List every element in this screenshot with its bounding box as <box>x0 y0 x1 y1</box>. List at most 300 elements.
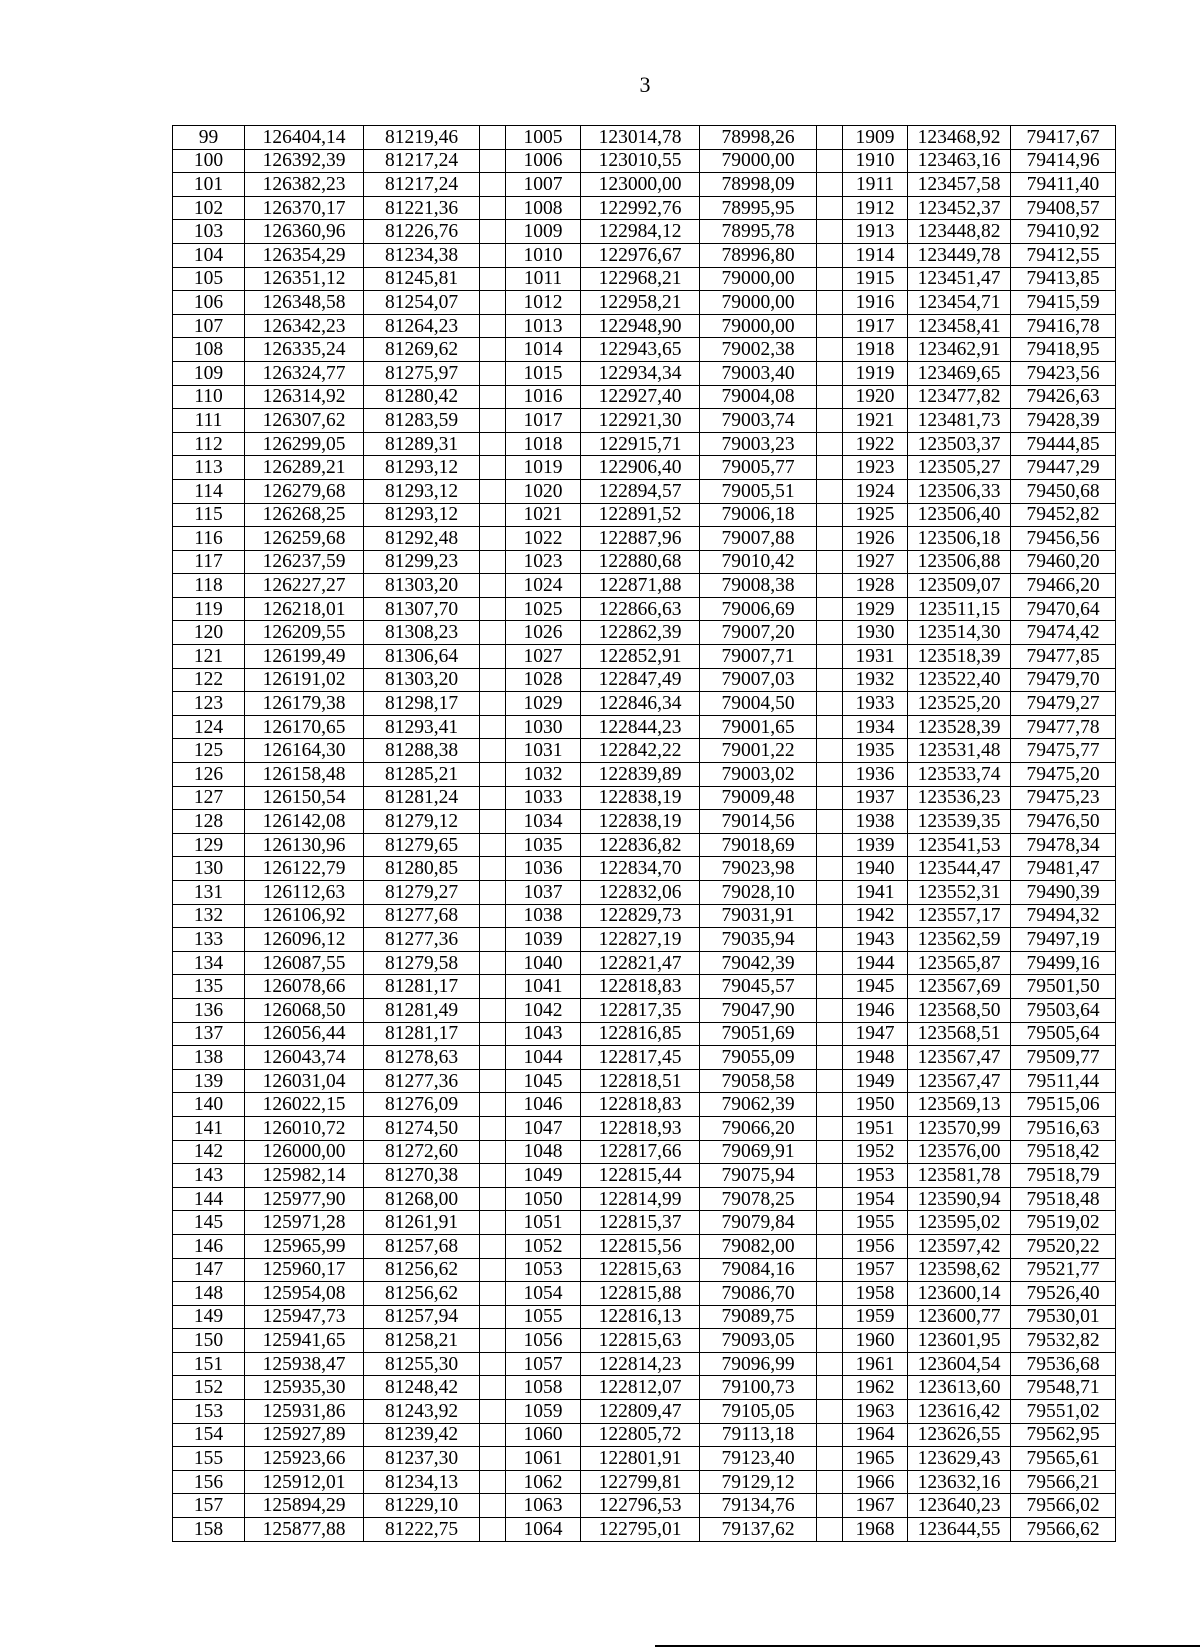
table-cell-point-b: 1016 <box>506 385 581 409</box>
table-cell-y-c: 79428,39 <box>1011 409 1116 433</box>
table-cell-point-a: 104 <box>173 243 245 267</box>
table-row <box>173 220 1116 244</box>
table-cell-y-c: 79548,71 <box>1011 1376 1116 1400</box>
table-cell-point-b: 1052 <box>506 1234 581 1258</box>
spacer-cell <box>480 881 506 905</box>
table-cell-point-b: 1047 <box>506 1116 581 1140</box>
table-cell-y-a: 81269,62 <box>364 338 480 362</box>
spacer-cell <box>480 715 506 739</box>
table-cell-y-a: 81257,94 <box>364 1305 480 1329</box>
table-row <box>173 739 1116 763</box>
table-cell-point-b: 1055 <box>506 1305 581 1329</box>
table-cell-point-b: 1011 <box>506 267 581 291</box>
table-cell-x-a: 126289,21 <box>245 456 364 480</box>
table-cell-x-b: 122817,35 <box>581 998 700 1022</box>
table-cell-point-b: 1021 <box>506 503 581 527</box>
table-cell-y-a: 81280,42 <box>364 385 480 409</box>
table-cell-x-b: 122839,89 <box>581 763 700 787</box>
table-cell-x-a: 126112,63 <box>245 881 364 905</box>
table-cell-y-a: 81308,23 <box>364 621 480 645</box>
table-cell-x-b: 122818,51 <box>581 1069 700 1093</box>
table-cell-y-c: 79479,70 <box>1011 668 1116 692</box>
table-cell-y-c: 79475,77 <box>1011 739 1116 763</box>
table-cell-point-a: 153 <box>173 1400 245 1424</box>
table-cell-point-b: 1030 <box>506 715 581 739</box>
table-cell-x-c: 123568,51 <box>908 1022 1011 1046</box>
table-cell-y-c: 79530,01 <box>1011 1305 1116 1329</box>
table-cell-x-c: 123469,65 <box>908 361 1011 385</box>
table-cell-point-b: 1054 <box>506 1282 581 1306</box>
spacer-cell <box>480 1376 506 1400</box>
table-cell-x-a: 126142,08 <box>245 810 364 834</box>
table-cell-point-b: 1032 <box>506 763 581 787</box>
table-cell-point-c: 1923 <box>843 456 908 480</box>
table-cell-y-b: 79105,05 <box>700 1400 817 1424</box>
table-cell-x-b: 122815,63 <box>581 1329 700 1353</box>
table-cell-point-a: 119 <box>173 597 245 621</box>
table-cell-x-c: 123458,41 <box>908 314 1011 338</box>
table-row <box>173 998 1116 1022</box>
table-cell-y-b: 79005,77 <box>700 456 817 480</box>
table-cell-x-a: 126078,66 <box>245 975 364 999</box>
spacer-cell <box>817 1329 843 1353</box>
spacer-cell <box>817 810 843 834</box>
spacer-cell <box>817 1211 843 1235</box>
table-cell-y-c: 79536,68 <box>1011 1352 1116 1376</box>
table-cell-y-b: 79003,02 <box>700 763 817 787</box>
table-cell-y-b: 79006,69 <box>700 597 817 621</box>
table-cell-x-a: 126324,77 <box>245 361 364 385</box>
table-row <box>173 1518 1116 1542</box>
table-row <box>173 432 1116 456</box>
table-cell-x-a: 126199,49 <box>245 645 364 669</box>
table-cell-y-b: 79129,12 <box>700 1470 817 1494</box>
table-cell-y-c: 79413,85 <box>1011 267 1116 291</box>
table-cell-y-a: 81221,36 <box>364 196 480 220</box>
table-cell-point-c: 1946 <box>843 998 908 1022</box>
table-cell-x-b: 122948,90 <box>581 314 700 338</box>
spacer-cell <box>817 857 843 881</box>
table-cell-x-c: 123576,00 <box>908 1140 1011 1164</box>
spacer-cell <box>480 149 506 173</box>
spacer-cell <box>480 267 506 291</box>
spacer-cell <box>480 1400 506 1424</box>
table-cell-point-c: 1950 <box>843 1093 908 1117</box>
table-cell-x-b: 122984,12 <box>581 220 700 244</box>
table-cell-x-b: 122842,22 <box>581 739 700 763</box>
spacer-cell <box>480 998 506 1022</box>
table-cell-point-b: 1057 <box>506 1352 581 1376</box>
table-cell-y-a: 81303,20 <box>364 668 480 692</box>
table-cell-y-b: 79031,91 <box>700 904 817 928</box>
spacer-cell <box>817 1352 843 1376</box>
table-cell-y-a: 81264,23 <box>364 314 480 338</box>
table-cell-x-b: 122834,70 <box>581 857 700 881</box>
table-cell-y-a: 81288,38 <box>364 739 480 763</box>
table-cell-y-a: 81217,24 <box>364 149 480 173</box>
table-cell-point-b: 1010 <box>506 243 581 267</box>
spacer-cell <box>817 503 843 527</box>
table-cell-point-a: 102 <box>173 196 245 220</box>
table-cell-y-b: 79003,23 <box>700 432 817 456</box>
table-cell-point-b: 1026 <box>506 621 581 645</box>
table-cell-x-b: 123014,78 <box>581 126 700 150</box>
table-cell-point-c: 1947 <box>843 1022 908 1046</box>
spacer-cell <box>480 409 506 433</box>
table-cell-point-b: 1062 <box>506 1470 581 1494</box>
table-cell-x-c: 123528,39 <box>908 715 1011 739</box>
table-cell-point-c: 1952 <box>843 1140 908 1164</box>
table-cell-x-a: 125965,99 <box>245 1234 364 1258</box>
table-cell-y-b: 79002,38 <box>700 338 817 362</box>
table-row <box>173 1423 1116 1447</box>
table-cell-point-c: 1912 <box>843 196 908 220</box>
table-cell-y-a: 81257,68 <box>364 1234 480 1258</box>
spacer-cell <box>817 1140 843 1164</box>
table-cell-x-c: 123644,55 <box>908 1518 1011 1542</box>
table-cell-x-b: 122799,81 <box>581 1470 700 1494</box>
spacer-cell <box>480 1093 506 1117</box>
table-cell-point-a: 125 <box>173 739 245 763</box>
table-cell-y-b: 79010,42 <box>700 550 817 574</box>
spacer-cell <box>817 385 843 409</box>
table-cell-point-a: 128 <box>173 810 245 834</box>
spacer-cell <box>480 432 506 456</box>
spacer-cell <box>817 668 843 692</box>
table-cell-point-a: 155 <box>173 1447 245 1471</box>
table-row <box>173 857 1116 881</box>
table-row <box>173 314 1116 338</box>
table-cell-x-a: 126056,44 <box>245 1022 364 1046</box>
spacer-cell <box>817 1093 843 1117</box>
spacer-cell <box>480 338 506 362</box>
table-cell-y-a: 81254,07 <box>364 291 480 315</box>
table-cell-point-c: 1911 <box>843 173 908 197</box>
table-row <box>173 951 1116 975</box>
table-cell-point-b: 1019 <box>506 456 581 480</box>
spacer-cell <box>817 527 843 551</box>
spacer-cell <box>480 361 506 385</box>
table-cell-y-b: 79062,39 <box>700 1093 817 1117</box>
table-cell-x-c: 123632,16 <box>908 1470 1011 1494</box>
table-cell-y-b: 79047,90 <box>700 998 817 1022</box>
table-cell-point-b: 1013 <box>506 314 581 338</box>
table-cell-point-b: 1037 <box>506 881 581 905</box>
spacer-cell <box>817 220 843 244</box>
table-cell-y-b: 79000,00 <box>700 314 817 338</box>
table-cell-y-a: 81256,62 <box>364 1258 480 1282</box>
table-cell-point-b: 1053 <box>506 1258 581 1282</box>
table-cell-x-c: 123452,37 <box>908 196 1011 220</box>
spacer-cell <box>480 479 506 503</box>
table-cell-x-b: 122976,67 <box>581 243 700 267</box>
table-cell-point-c: 1967 <box>843 1494 908 1518</box>
table-cell-x-b: 122847,49 <box>581 668 700 692</box>
table-row <box>173 1187 1116 1211</box>
spacer-cell <box>817 1069 843 1093</box>
table-cell-y-b: 79006,18 <box>700 503 817 527</box>
table-cell-y-a: 81229,10 <box>364 1494 480 1518</box>
table-cell-x-c: 123511,15 <box>908 597 1011 621</box>
table-cell-x-c: 123506,88 <box>908 550 1011 574</box>
table-cell-point-a: 129 <box>173 833 245 857</box>
table-cell-point-c: 1926 <box>843 527 908 551</box>
table-cell-y-b: 79058,58 <box>700 1069 817 1093</box>
spacer-cell <box>480 833 506 857</box>
table-cell-point-c: 1909 <box>843 126 908 150</box>
table-cell-y-a: 81281,49 <box>364 998 480 1022</box>
table-cell-x-a: 126043,74 <box>245 1046 364 1070</box>
spacer-cell <box>480 126 506 150</box>
table-cell-x-b: 122866,63 <box>581 597 700 621</box>
table-cell-y-c: 79477,85 <box>1011 645 1116 669</box>
table-row <box>173 550 1116 574</box>
table-cell-y-a: 81275,97 <box>364 361 480 385</box>
table-cell-y-a: 81283,59 <box>364 409 480 433</box>
table-row <box>173 692 1116 716</box>
table-cell-point-b: 1044 <box>506 1046 581 1070</box>
table-cell-point-a: 123 <box>173 692 245 716</box>
table-row <box>173 1447 1116 1471</box>
table-cell-point-a: 120 <box>173 621 245 645</box>
table-cell-point-b: 1028 <box>506 668 581 692</box>
table-cell-y-a: 81279,65 <box>364 833 480 857</box>
table-row <box>173 763 1116 787</box>
table-cell-point-b: 1012 <box>506 291 581 315</box>
table-cell-y-a: 81274,50 <box>364 1116 480 1140</box>
table-cell-x-a: 125935,30 <box>245 1376 364 1400</box>
table-cell-y-c: 79505,64 <box>1011 1022 1116 1046</box>
table-cell-x-b: 122814,99 <box>581 1187 700 1211</box>
table-cell-point-b: 1042 <box>506 998 581 1022</box>
spacer-cell <box>817 432 843 456</box>
table-cell-x-a: 126392,39 <box>245 149 364 173</box>
table-cell-x-c: 123626,55 <box>908 1423 1011 1447</box>
table-row <box>173 597 1116 621</box>
table-cell-point-b: 1033 <box>506 786 581 810</box>
table-cell-x-c: 123598,62 <box>908 1258 1011 1282</box>
table-cell-x-a: 125977,90 <box>245 1187 364 1211</box>
table-cell-y-c: 79518,48 <box>1011 1187 1116 1211</box>
table-cell-point-c: 1930 <box>843 621 908 645</box>
table-cell-y-a: 81277,68 <box>364 904 480 928</box>
spacer-cell <box>480 291 506 315</box>
table-row <box>173 267 1116 291</box>
spacer-cell <box>480 1423 506 1447</box>
table-cell-x-a: 125931,86 <box>245 1400 364 1424</box>
spacer-cell <box>817 173 843 197</box>
table-row <box>173 361 1116 385</box>
table-cell-point-a: 140 <box>173 1093 245 1117</box>
table-cell-y-a: 81222,75 <box>364 1518 480 1542</box>
table-row <box>173 975 1116 999</box>
table-cell-x-c: 123595,02 <box>908 1211 1011 1235</box>
table-cell-point-b: 1014 <box>506 338 581 362</box>
table-cell-y-c: 79479,27 <box>1011 692 1116 716</box>
table-cell-x-b: 122815,44 <box>581 1164 700 1188</box>
table-cell-point-a: 103 <box>173 220 245 244</box>
table-cell-x-a: 125947,73 <box>245 1305 364 1329</box>
spacer-cell <box>480 1046 506 1070</box>
table-cell-y-a: 81306,64 <box>364 645 480 669</box>
table-cell-x-a: 125938,47 <box>245 1352 364 1376</box>
table-cell-x-c: 123640,23 <box>908 1494 1011 1518</box>
table-cell-y-a: 81234,13 <box>364 1470 480 1494</box>
table-cell-x-b: 122838,19 <box>581 786 700 810</box>
table-cell-x-b: 122891,52 <box>581 503 700 527</box>
table-cell-point-c: 1956 <box>843 1234 908 1258</box>
table-cell-x-b: 122815,37 <box>581 1211 700 1235</box>
table-cell-y-c: 79474,42 <box>1011 621 1116 645</box>
spacer-cell <box>480 1022 506 1046</box>
spacer-cell <box>817 951 843 975</box>
table-cell-y-a: 81278,63 <box>364 1046 480 1070</box>
spacer-cell <box>480 928 506 952</box>
table-cell-y-c: 79497,19 <box>1011 928 1116 952</box>
table-cell-x-b: 122880,68 <box>581 550 700 574</box>
spacer-cell <box>817 574 843 598</box>
spacer-cell <box>480 503 506 527</box>
table-cell-x-a: 126087,55 <box>245 951 364 975</box>
spacer-cell <box>817 314 843 338</box>
table-cell-x-b: 122814,23 <box>581 1352 700 1376</box>
table-cell-point-c: 1922 <box>843 432 908 456</box>
table-cell-y-a: 81303,20 <box>364 574 480 598</box>
table-cell-x-c: 123522,40 <box>908 668 1011 692</box>
table-cell-point-a: 156 <box>173 1470 245 1494</box>
table-cell-x-a: 125960,17 <box>245 1258 364 1282</box>
table-cell-x-a: 125982,14 <box>245 1164 364 1188</box>
table-cell-y-c: 79415,59 <box>1011 291 1116 315</box>
table-row <box>173 479 1116 503</box>
table-row <box>173 1470 1116 1494</box>
table-cell-point-c: 1929 <box>843 597 908 621</box>
table-cell-point-b: 1064 <box>506 1518 581 1542</box>
table-cell-y-c: 79521,77 <box>1011 1258 1116 1282</box>
table-cell-y-c: 79417,67 <box>1011 126 1116 150</box>
table-cell-y-b: 79000,00 <box>700 267 817 291</box>
table-cell-x-a: 126022,15 <box>245 1093 364 1117</box>
spacer-cell <box>480 692 506 716</box>
table-cell-x-b: 122852,91 <box>581 645 700 669</box>
spacer-cell <box>817 975 843 999</box>
table-cell-point-a: 132 <box>173 904 245 928</box>
table-row <box>173 810 1116 834</box>
table-cell-point-c: 1965 <box>843 1447 908 1471</box>
table-cell-x-c: 123448,82 <box>908 220 1011 244</box>
table-cell-y-a: 81237,30 <box>364 1447 480 1471</box>
table-cell-point-c: 1958 <box>843 1282 908 1306</box>
table-cell-point-a: 133 <box>173 928 245 952</box>
table-cell-x-c: 123514,30 <box>908 621 1011 645</box>
table-cell-point-c: 1955 <box>843 1211 908 1235</box>
table-cell-point-c: 1966 <box>843 1470 908 1494</box>
table-cell-y-a: 81293,12 <box>364 503 480 527</box>
table-row <box>173 291 1116 315</box>
spacer-cell <box>480 1211 506 1235</box>
table-cell-y-c: 79456,56 <box>1011 527 1116 551</box>
table-cell-x-a: 126170,65 <box>245 715 364 739</box>
table-cell-point-b: 1043 <box>506 1022 581 1046</box>
table-cell-x-a: 126314,92 <box>245 385 364 409</box>
table-row <box>173 621 1116 645</box>
table-cell-point-c: 1951 <box>843 1116 908 1140</box>
table-cell-point-b: 1015 <box>506 361 581 385</box>
table-cell-x-c: 123481,73 <box>908 409 1011 433</box>
table-cell-point-a: 126 <box>173 763 245 787</box>
table-cell-x-a: 126351,12 <box>245 267 364 291</box>
table-cell-x-c: 123462,91 <box>908 338 1011 362</box>
table-cell-point-c: 1960 <box>843 1329 908 1353</box>
spacer-cell <box>480 904 506 928</box>
table-cell-x-a: 125894,29 <box>245 1494 364 1518</box>
spacer-cell <box>817 904 843 928</box>
table-cell-y-a: 81281,17 <box>364 1022 480 1046</box>
table-cell-point-a: 145 <box>173 1211 245 1235</box>
table-cell-x-a: 126348,58 <box>245 291 364 315</box>
table-cell-x-b: 122817,66 <box>581 1140 700 1164</box>
table-cell-x-a: 126268,25 <box>245 503 364 527</box>
table-row <box>173 881 1116 905</box>
spacer-cell <box>480 173 506 197</box>
table-cell-y-c: 79418,95 <box>1011 338 1116 362</box>
table-cell-y-b: 79084,16 <box>700 1258 817 1282</box>
table-cell-point-c: 1962 <box>843 1376 908 1400</box>
table-cell-y-b: 79042,39 <box>700 951 817 975</box>
table-cell-y-c: 79519,02 <box>1011 1211 1116 1235</box>
spacer-cell <box>817 149 843 173</box>
table-cell-x-c: 123568,50 <box>908 998 1011 1022</box>
table-cell-y-a: 81277,36 <box>364 1069 480 1093</box>
table-cell-point-b: 1009 <box>506 220 581 244</box>
table-row <box>173 1140 1116 1164</box>
table-cell-point-a: 108 <box>173 338 245 362</box>
spacer-cell <box>817 1470 843 1494</box>
table-cell-y-b: 79007,20 <box>700 621 817 645</box>
table-cell-x-c: 123531,48 <box>908 739 1011 763</box>
spacer-cell <box>817 597 843 621</box>
table-cell-point-a: 138 <box>173 1046 245 1070</box>
table-cell-y-b: 79089,75 <box>700 1305 817 1329</box>
spacer-cell <box>817 409 843 433</box>
table-cell-y-b: 79123,40 <box>700 1447 817 1471</box>
table-cell-x-c: 123518,39 <box>908 645 1011 669</box>
table-cell-point-c: 1963 <box>843 1400 908 1424</box>
table-cell-point-a: 121 <box>173 645 245 669</box>
table-cell-y-c: 79566,02 <box>1011 1494 1116 1518</box>
spacer-cell <box>817 1022 843 1046</box>
table-cell-point-b: 1061 <box>506 1447 581 1471</box>
table-cell-point-a: 143 <box>173 1164 245 1188</box>
table-cell-x-b: 122815,88 <box>581 1282 700 1306</box>
spacer-cell <box>480 1140 506 1164</box>
spacer-cell <box>817 1376 843 1400</box>
table-cell-y-c: 79412,55 <box>1011 243 1116 267</box>
table-cell-x-c: 123562,59 <box>908 928 1011 952</box>
spacer-cell <box>480 220 506 244</box>
table-cell-point-b: 1039 <box>506 928 581 952</box>
table-cell-x-b: 122795,01 <box>581 1518 700 1542</box>
spacer-cell <box>480 1164 506 1188</box>
table-cell-point-a: 124 <box>173 715 245 739</box>
table-row <box>173 1093 1116 1117</box>
table-cell-y-c: 79447,29 <box>1011 456 1116 480</box>
spacer-cell <box>817 456 843 480</box>
spacer-cell <box>480 951 506 975</box>
table-cell-point-a: 113 <box>173 456 245 480</box>
table-cell-x-a: 126096,12 <box>245 928 364 952</box>
table-cell-x-c: 123505,27 <box>908 456 1011 480</box>
